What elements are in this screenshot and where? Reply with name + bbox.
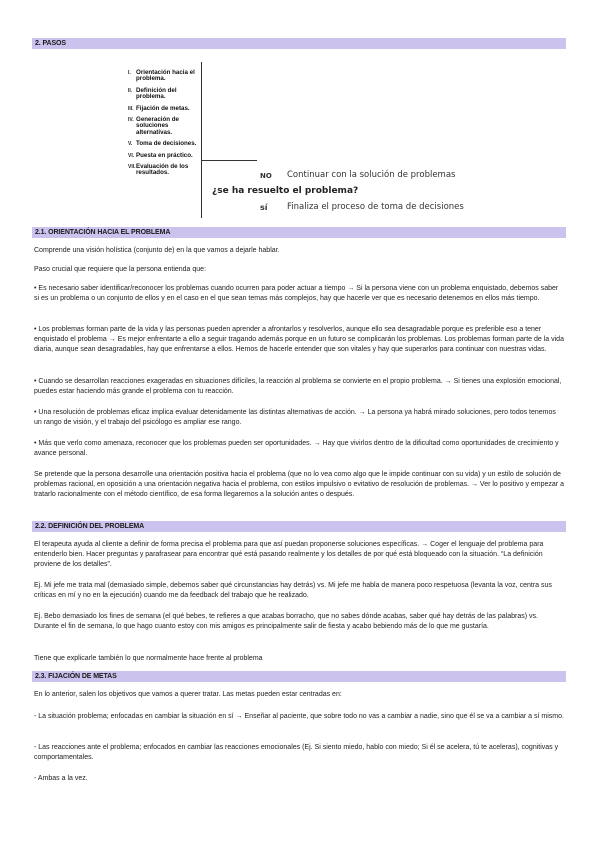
paragraph: El terapeuta ayuda al cliente a definir de forma precisa el problema para que así puedan proponerse soluciones específicas. → Coger el lenguaje del problema para entenderlo bien. Hacer preguntas y parafrasear para encontrar qué está pasando realmente y los detalles de por qué está bloqueado con la situación. “La definición proviene de los detalles”. [34, 541, 544, 568]
flow-no-label: NO [260, 172, 272, 180]
paragraph: • Los problemas forman parte de la vida y las personas pueden aprender a afrontarlos y resolverlos, aunque ello sea desagradable porque es preferible eso a tener enquistado el problema → Es mejor enfrentarte a ello a seguir tragando además porque en un futuro se complicarán los problemas. Los problemas forman parte de la vida diaria, aunque sean desagradables, hay que enfrentarse a ellos. Hemos de hacerle entender que son vitales y hay que superarlos para continuar con nuestras vidas. [34, 326, 564, 353]
flow-no-text: Continuar con la solución de problemas [287, 170, 456, 180]
paragraph: Ej. Mi jefe me trata mal (demasiado simple, debemos saber qué circunstancias hay detrás) vs. Mi jefe me habla de manera poco respetuosa (levanta la voz, centra sus críticas en mí y no en la ejecución) cuando me da feedback del trabajo que he realizado. [34, 582, 552, 599]
paragraph: Comprende una visión holística (conjunto de) en la que vamos a dejarle hablar. [34, 247, 280, 254]
flow-vertical-line [201, 62, 202, 218]
paragraph: - Ambas a la vez. [34, 775, 88, 782]
paragraph: • Cuando se desarrollan reacciones exageradas en situaciones difíciles, la reacción al problema se convierte en el propio problema. → Si tienes una explosión emocional, puedes estar haciendo más grande el problema con tu reacción. [34, 378, 562, 395]
section-heading-definicion: 2.2. DEFINICIÓN DEL PROBLEMA [32, 521, 566, 532]
paragraph: En lo anterior, salen los objetivos que vamos a querer tratar. Las metas pueden estar centradas en: [34, 691, 342, 698]
paragraph: Tiene que explicarle también lo que normalmente hace frente al problema [34, 655, 263, 662]
paragraph: Se pretende que la persona desarrolle una orientación positiva hacia el problema (que no lo vea como algo que le impide continuar con su vida) y un estilo de solución de problemas racional, en oposición a una orientación negativa hacia el problema, con estilos impulsivo o evitativo de resolución de problemas. → Ver lo positivo y empezar a tratarlo racionalmente con el método científico, de esa forma llegaremos a la solución antes o después. [34, 471, 564, 498]
flow-question: ¿se ha resuelto el problema? [212, 186, 359, 196]
step-item: VI. Puesta en práctico. [128, 151, 193, 159]
flow-si-label: sí [260, 203, 268, 212]
step-item: I. Orientación hacia el problema. [128, 69, 195, 83]
paragraph: - Las reacciones ante el problema; enfocados en cambiar las reacciones emocionales (Ej. Si siento miedo, hablo con miedo; Si él se acelera, tú te aceleras), cognitivas y comportamentales. [34, 744, 559, 761]
flow-horizontal-line [201, 160, 257, 161]
paragraph: Paso crucial que requiere que la persona entienda que: [34, 266, 207, 273]
step-item: IV. Generación de soluciones alternativas. [128, 116, 179, 136]
section-heading-metas: 2.3. FIJACIÓN DE METAS [32, 671, 566, 682]
flow-si-text: Finaliza el proceso de toma de decisiones [287, 202, 464, 212]
paragraph: • Más que verlo como amenaza, reconocer que los problemas pueden ser oportunidades. → Hay que vivirlos dentro de la dificultad como oportunidades de crecimiento y avance personal. [34, 440, 559, 457]
steps-list [128, 70, 198, 182]
paragraph: • Una resolución de problemas eficaz implica evaluar detenidamente las distintas alternativas de acción. → La persona ya habrá mirado soluciones, pero todos tenemos un rango de visión, y el trabajo del psicólogo es ampliar ese rango. [34, 409, 556, 426]
step-item: II. Definición del problema. [128, 86, 177, 101]
step-item: III. Fijación de metas. [128, 104, 190, 112]
paragraph: - La situación problema; enfocadas en cambiar la situación en sí → Enseñar al paciente, que sobre todo no vas a cambiar a nadie, sino que él se va a cambiar a sí mismo. [34, 713, 564, 720]
section-heading-pasos: 2. PASOS [32, 38, 566, 49]
step-item: V. Toma de decisiones. [128, 140, 197, 148]
paragraph: Ej. Bebo demasiado los fines de semana (el qué bebes, te refieres a que acabas borracho, que no sabes dónde acabas, saber qué hay detrás de las palabras) vs. Durante el fin de semana, lo que hago cuanto estoy con mis amigos es principalmente salir de fiesta y acabo bebiendo más de lo que me gustaría. [34, 613, 538, 630]
paragraph: • Es necesario saber identificar/reconocer los problemas cuando ocurren para poder actuar a tiempo → Si la persona viene con un problema enquistado, debemos saber si es un problema o un conjunto de ellos y en el caso en el que sean temas más complejos, hay que hacerle ver que es necesario detenemos en ellos más tiempo. [34, 285, 559, 302]
section-heading-orientacion: 2.1. ORIENTACIÓN HACIA EL PROBLEMA [32, 227, 566, 238]
step-item: VII. Evaluación de los resultados. [128, 163, 189, 177]
